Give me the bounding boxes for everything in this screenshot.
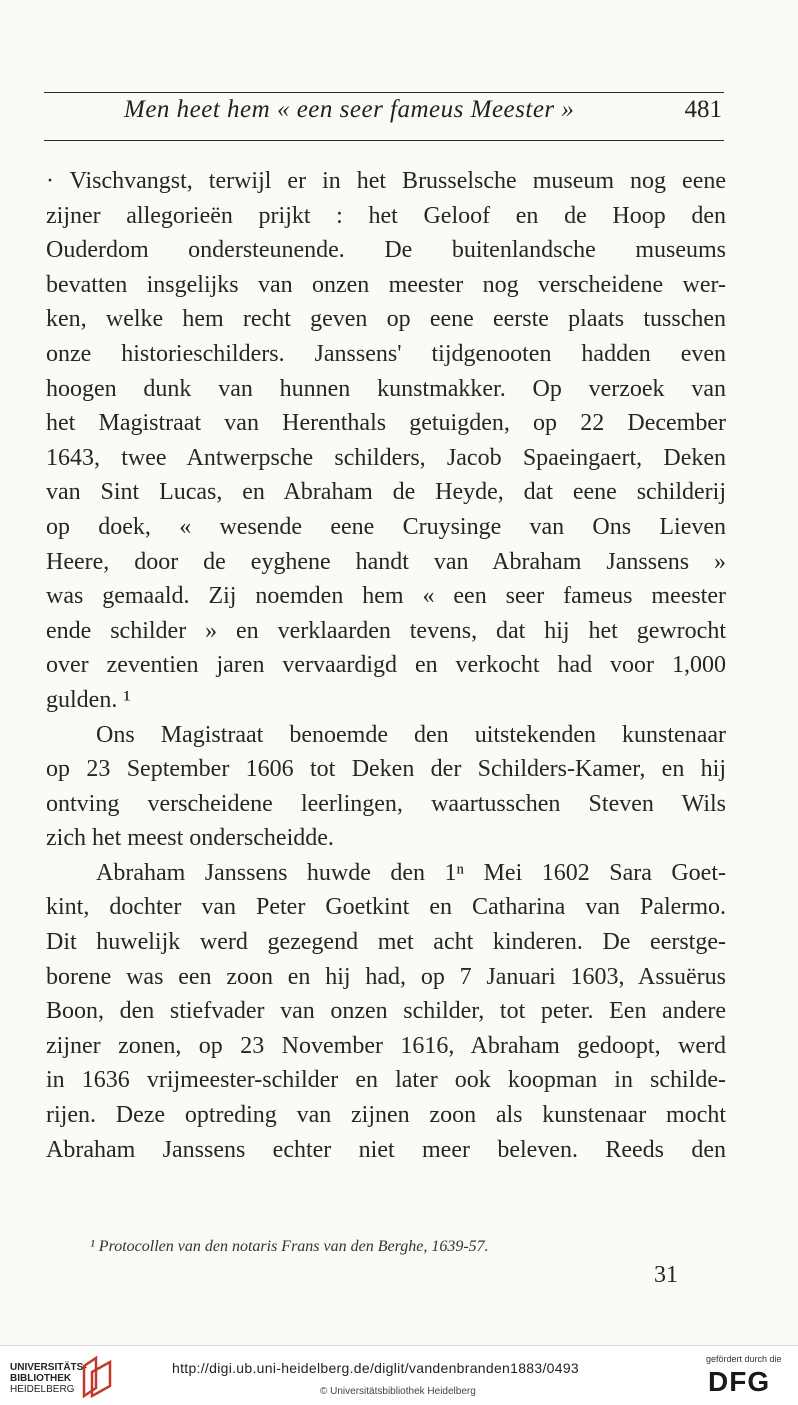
signature-mark: 31 [654, 1262, 678, 1288]
text-line: gulden. ¹ [46, 686, 131, 713]
text-line: zich het meest onderscheidde. [46, 825, 334, 852]
text-line: zijner zonen, op 23 November 1616, Abraham gedoopt, werd [46, 1032, 726, 1059]
text-line: onze historieschilders. Janssens' tijdgenooten hadden even [46, 340, 726, 367]
text-line: zijner allegorieën prijkt : het Geloof en de Hoop den [46, 202, 726, 229]
running-head [44, 96, 724, 132]
page-number: 481 [684, 96, 722, 123]
header-rule-bottom [44, 140, 724, 141]
text-line: Heere, door de eyghene handt van Abraham Janssens » [46, 548, 726, 575]
library-name-line: HEIDELBERG [10, 1384, 75, 1395]
copyright-notice: © Universitätsbibliothek Heidelberg [320, 1386, 476, 1397]
text-line: 1643, twee Antwerpsche schilders, Jacob Spaeingaert, Deken [46, 444, 726, 471]
text-line: Dit huwelijk werd gezegend met acht kinderen. De eerstge- [46, 929, 726, 956]
text-line: Abraham Janssens echter niet meer beleven. Reeds den [46, 1136, 726, 1163]
text-line: · Vischvangst, terwijl er in het Brusselsche museum nog eene [46, 168, 726, 194]
library-name-line: UNIVERSITÄTS- [10, 1362, 87, 1373]
text-line: op 23 September 1606 tot Deken der Schilders-Kamer, en hij [46, 756, 726, 783]
text-line: over zeventien jaren vervaardigd en verkocht had voor 1,000 [46, 652, 726, 679]
text-line: rijen. Deze optreding van zijnen zoon als kunstenaar mocht [46, 1102, 726, 1129]
header-rule-top [44, 92, 724, 93]
text-line: borene was een zoon en hij had, op 7 Januari 1603, Assuërus [46, 963, 726, 990]
text-line: Abraham Janssens huwde den 1ⁿ Mei 1602 Sara Goet- [96, 859, 726, 886]
library-name[interactable] [10, 1362, 87, 1395]
text-line: op doek, « wesende eene Cruysinge van Ons Lieven [46, 513, 726, 540]
viewer-footer [0, 1345, 798, 1405]
text-line: kint, dochter van Peter Goetkint en Catharina van Palermo. [46, 894, 726, 921]
library-name-line: BIBLIOTHEK [10, 1373, 72, 1384]
library-logo-icon[interactable] [80, 1356, 114, 1398]
text-line: Ons Magistraat benoemde den uitstekenden kunstenaar [96, 721, 726, 748]
text-line: hoogen dunk van hunnen kunstmakker. Op verzoek van [46, 375, 726, 402]
running-head-title: Men heet hem « een seer fameus Meester » [124, 96, 575, 123]
body-text [46, 164, 726, 1167]
text-line: bevatten insgelijks van onzen meester nog verscheidene wer- [46, 271, 726, 298]
text-line: het Magistraat van Herenthals getuigden, op 22 December [46, 410, 726, 437]
permalink-url[interactable]: http://digi.ub.uni-heidelberg.de/diglit/vandenbranden1883/0493 [172, 1360, 580, 1376]
footnote: ¹ Protocollen van den notaris Frans van den Berghe, 1639-57. [90, 1238, 489, 1255]
text-line: ontving verscheidene leerlingen, waartusschen Steven Wils [46, 790, 726, 817]
text-line: was gemaald. Zij noemden hem « een seer fameus meester [46, 583, 726, 610]
text-line: in 1636 vrijmeester-schilder en later ook koopman in schilde- [46, 1067, 726, 1094]
text-line: van Sint Lucas, en Abraham de Heyde, dat eene schilderij [46, 479, 726, 506]
text-line: ken, welke hem recht geven op eene eerste plaats tusschen [46, 306, 726, 333]
funding-label: gefördert durch die [706, 1354, 782, 1364]
text-line: Ouderdom ondersteunende. De buitenlandsche museums [46, 237, 726, 264]
text-line: ende schilder » en verklaarden tevens, dat hij het gewrocht [46, 617, 726, 644]
dfg-logo[interactable]: DFG [708, 1366, 771, 1397]
text-line: Boon, den stiefvader van onzen schilder, tot peter. Een andere [46, 998, 726, 1025]
